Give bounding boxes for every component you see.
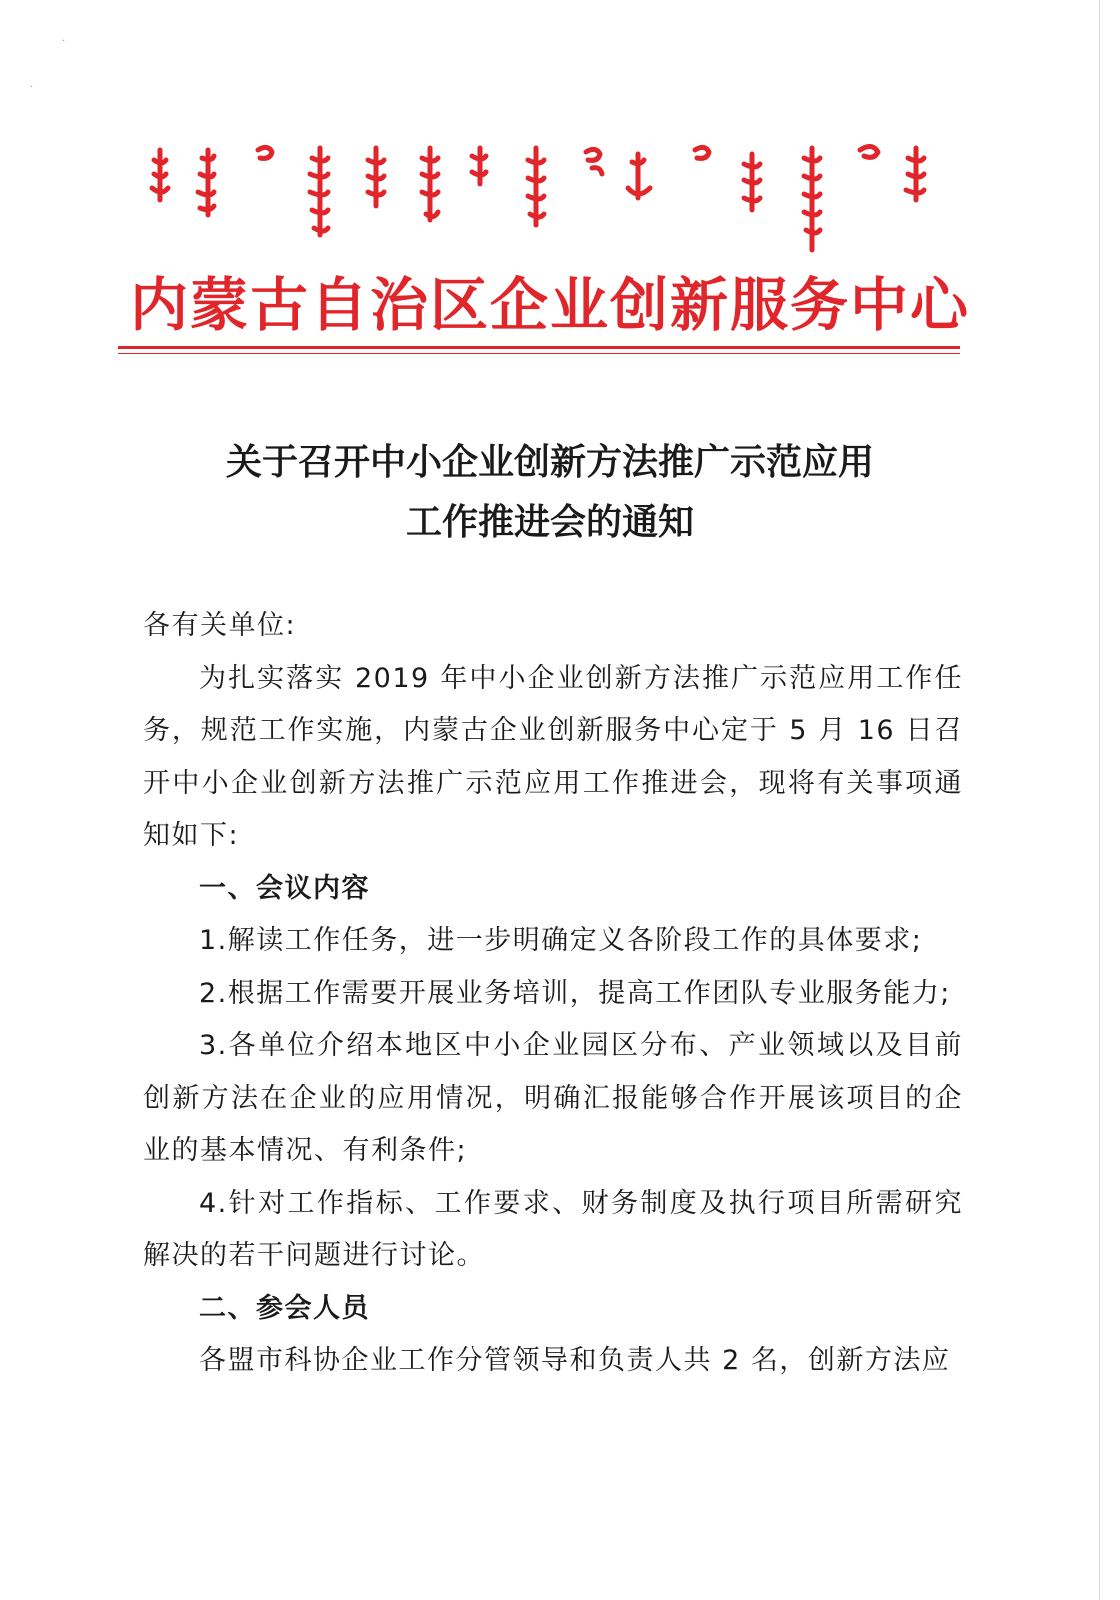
section-heading-1: 一、会议内容 — [199, 872, 370, 904]
salutation: 各有关单位: — [143, 610, 297, 641]
section-heading-2: 二、参会人员 — [199, 1292, 370, 1324]
title-line-2: 工作推进会的通知 — [405, 501, 694, 543]
attendees-paragraph: 各盟市科协企业工作分管领导和负责人共 2 名，创新方法应 — [199, 1345, 951, 1376]
scan-edge-line — [1099, 0, 1100, 1600]
scan-speck: · — [62, 36, 66, 47]
document-title — [120, 432, 980, 552]
red-header-rule-thin — [118, 353, 960, 354]
list-item: 3.各单位介绍本地区中小企业园区分布、产业领域以及目前创新方法在企业的应用情况，明确汇报能够合作开展该项目的企业的基本情况、有利条件; — [143, 1030, 963, 1166]
document-body — [143, 600, 963, 1388]
list-item: 2.根据工作需要开展业务培训，提高工作团队专业服务能力; — [199, 977, 951, 1009]
scan-speck: · — [30, 82, 34, 93]
red-header-rule — [118, 346, 960, 349]
list-item: 1.解读工作任务，进一步明确定义各阶段工作的具体要求; — [199, 925, 923, 956]
organization-name: 内蒙古自治区企业创新服务中心 — [129, 271, 970, 339]
list-item: 4.针对工作指标、工作要求、财务制度及执行项目所需研究解决的若干问题进行讨论。 — [143, 1187, 963, 1271]
title-line-1: 关于召开中小企业创新方法推广示范应用 — [225, 441, 874, 483]
intro-paragraph: 为扎实落实 2019 年中小企业创新方法推广示范应用工作任务，规范工作实施，内蒙古企业创新服务中心定于 5 月 16 日召开中小企业创新方法推广示范应用工作推进会，现将有关事项通知如下: — [143, 662, 963, 851]
mongolian-script-org-name — [140, 140, 960, 260]
